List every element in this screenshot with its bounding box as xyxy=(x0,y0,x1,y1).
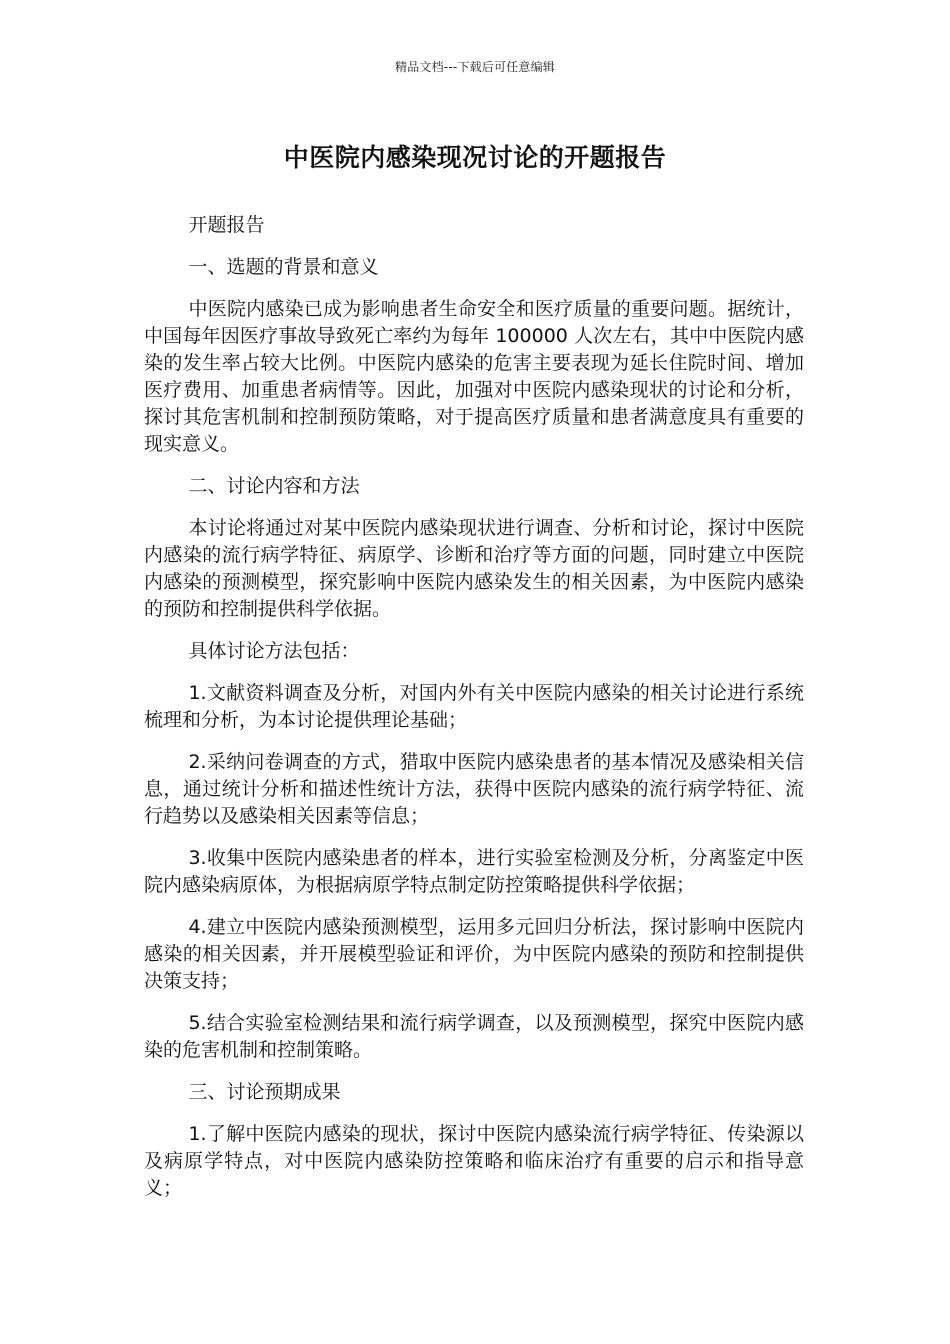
method-item-1: 1.文献资料调查及分析，对国内外有关中医院内感染的相关讨论进行系统梳理和分析，为本讨论提供理论基础； xyxy=(144,682,804,731)
method-item-3: 3.收集中医院内感染患者的样本，进行实验室检测及分析，分离鉴定中医院内感染病原体，为根据病原学特点制定防控策略提供科学依据； xyxy=(144,847,804,896)
paragraph-content: 本讨论将通过对某中医院内感染现状进行调查、分析和讨论，探讨中医院内感染的流行病学特征、病原学、诊断和治疗等方面的问题，同时建立中医院内感染的预测模型，探究影响中医院内感染发生的相关因素，为中医院内感染的预防和控制提供科学依据。 xyxy=(144,517,804,620)
section-heading-background: 一、选题的背景和意义 xyxy=(188,256,379,278)
method-item-2: 2.采纳问卷调查的方式，猎取中医院内感染患者的基本情况及感染相关信息，通过统计分析和描述性统计方法，获得中医院内感染的流行病学特征、流行趋势以及感染相关因素等信息； xyxy=(144,751,804,827)
result-item-1: 1.了解中医院内感染的现状，探讨中医院内感染流行病学特征、传染源以及病原学特点，对中医院内感染防控策略和临床治疗有重要的启示和指导意义； xyxy=(144,1123,804,1199)
paragraph-background: 中医院内感染已成为影响患者生命安全和医疗质量的重要问题。据统计，中国每年因医疗事故导致死亡率约为每年 100000 人次左右，其中中医院内感染的发生率占较大比例。中医院内感染的危害主要表现为延长住院时间、增加医疗费用、加重患者病情等。因此，加强对中医院内感染现状的讨论和分析，探讨其危害机制和控制预防策略，对于提高医疗质量和患者满意度具有重要的现实意义。 xyxy=(144,298,804,455)
method-item-4: 4.建立中医院内感染预测模型，运用多元回归分析法，探讨影响中医院内感染的相关因素，并开展模型验证和评价，为中医院内感染的预防和控制提供决策支持； xyxy=(144,916,804,992)
section-heading-content-methods: 二、讨论内容和方法 xyxy=(188,475,360,497)
paragraph-methods-intro: 具体讨论方法包括： xyxy=(188,640,360,662)
paragraph-report-label: 开题报告 xyxy=(188,214,265,236)
page-header: 精品文档---下载后可任意编辑 xyxy=(395,60,555,74)
method-item-5: 5.结合实验室检测结果和流行病学调查，以及预测模型，探究中医院内感染的危害机制和控制策略。 xyxy=(144,1012,804,1061)
document-title: 中医院内感染现况讨论的开题报告 xyxy=(283,143,667,172)
document-body xyxy=(144,212,804,1217)
section-heading-expected-results: 三、讨论预期成果 xyxy=(188,1081,341,1103)
